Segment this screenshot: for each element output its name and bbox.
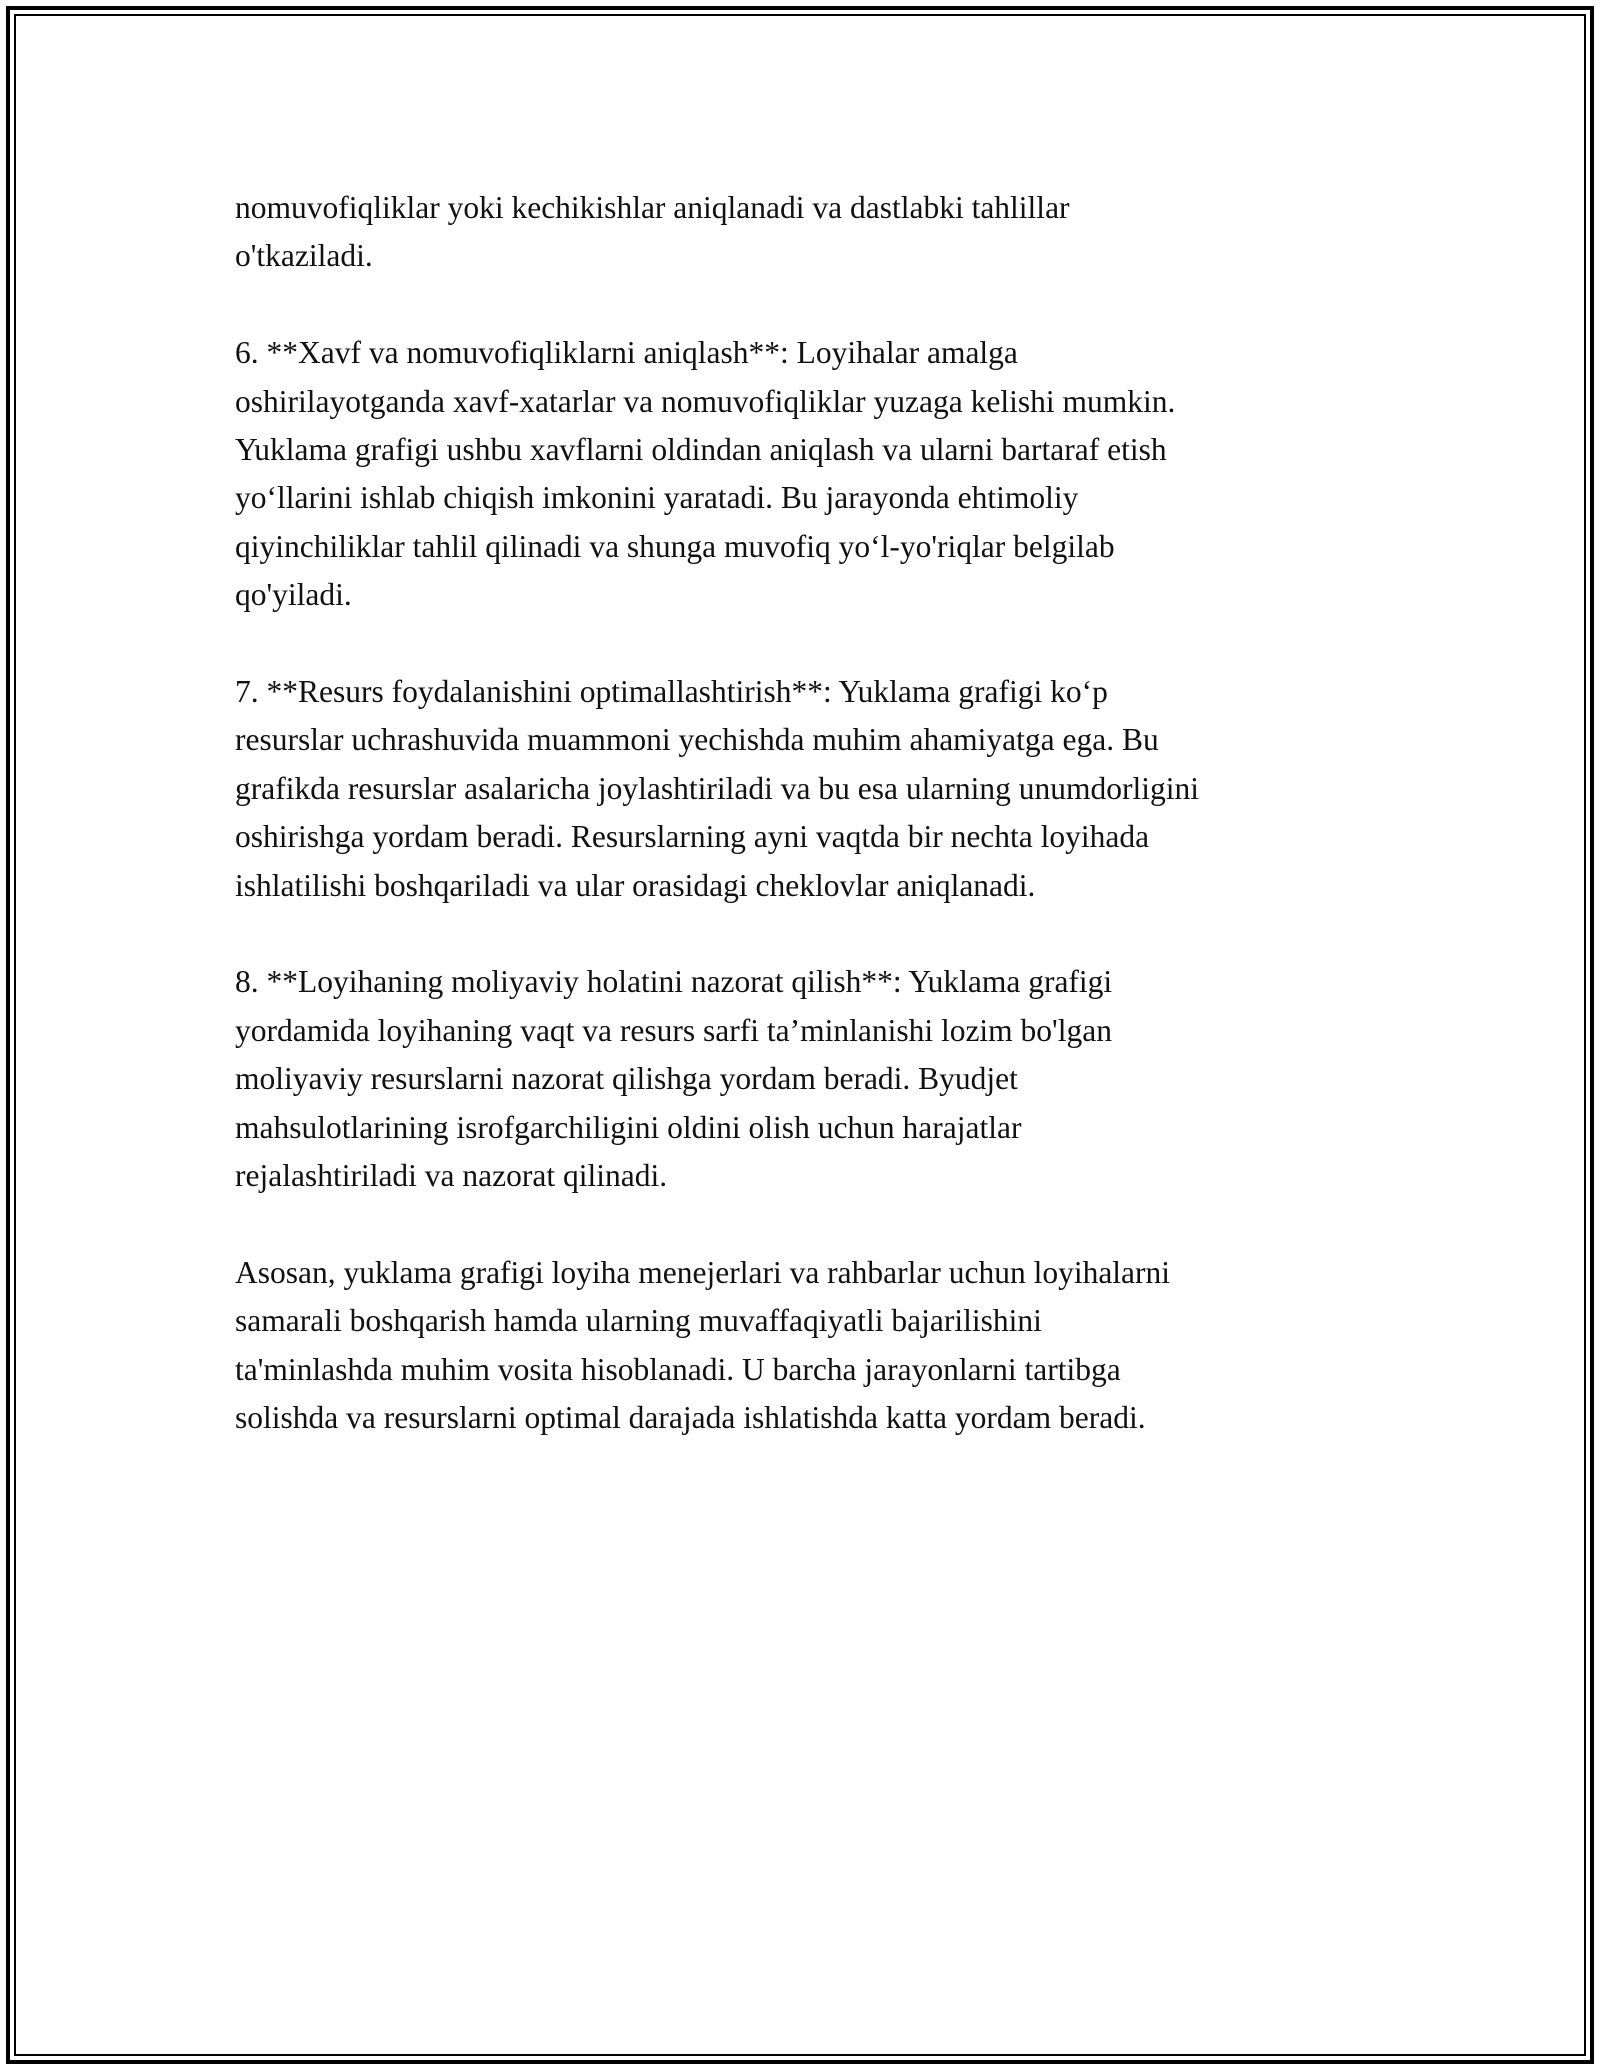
document-body [235,184,1375,1491]
paragraph-item-8-finance: 8. **Loyihaning moliyaviy holatini nazorat qilish**: Yuklama grafigi yordamida loyihaning vaqt va resurs sarfi ta’minlanishi lozim bo'lgan moliyaviy resurslarni nazorat qilishga yordam beradi. Byudjet mahsulotlarining isrofgarchiligini oldini olish uchun harajatlar rejalashtiriladi va nazorat qilinadi. [235,964,1113,1194]
paragraph-item-7-resources: 7. **Resurs foydalanishini optimallashtirish**: Yuklama grafigi ko‘p resurslar uchrashuvida muammoni yechishda muhim ahamiyatga ega. Bu grafikda resurslar asalaricha joylashtiriladi va bu esa ularning unumdorligini oshirishga yordam beradi. Resurslarning ayni vaqtda bir nechta loyihada ishlatilishi boshqariladi va ular orasidagi cheklovlar aniqlanadi. [235,674,1199,903]
paragraph-continuation: nomuvofiqliklar yoki kechikishlar aniqlanadi va dastlabki tahlillar o'tkaziladi. [235,190,1070,274]
paragraph-item-6-risk: 6. **Xavf va nomuvofiqliklarni aniqlash**: Loyihalar amalga oshirilayotganda xavf-xatarlar va nomuvofiqliklar yuzaga kelishi mumkin. Yuklama grafigi ushbu xavflarni oldindan aniqlash va ularni bartaraf etish yo‘llarini ishlab chiqish imkonini yaratadi. Bu jarayonda ehtimoliy qiyinchiliklar tahlil qilinadi va shunga muvofiq yo‘l-yo'riqlar belgilab qo'yiladi. [235,335,1176,613]
paragraph-conclusion: Asosan, yuklama grafigi loyiha menejerlari va rahbarlar uchun loyihalarni samarali boshqarish hamda ularning muvaffaqiyatli bajarilishini ta'minlashda muhim vosita hisoblanadi. U barcha jarayonlarni tartibga solishda va resurslarni optimal darajada ishlatishda katta yordam beradi. [235,1254,1171,1436]
